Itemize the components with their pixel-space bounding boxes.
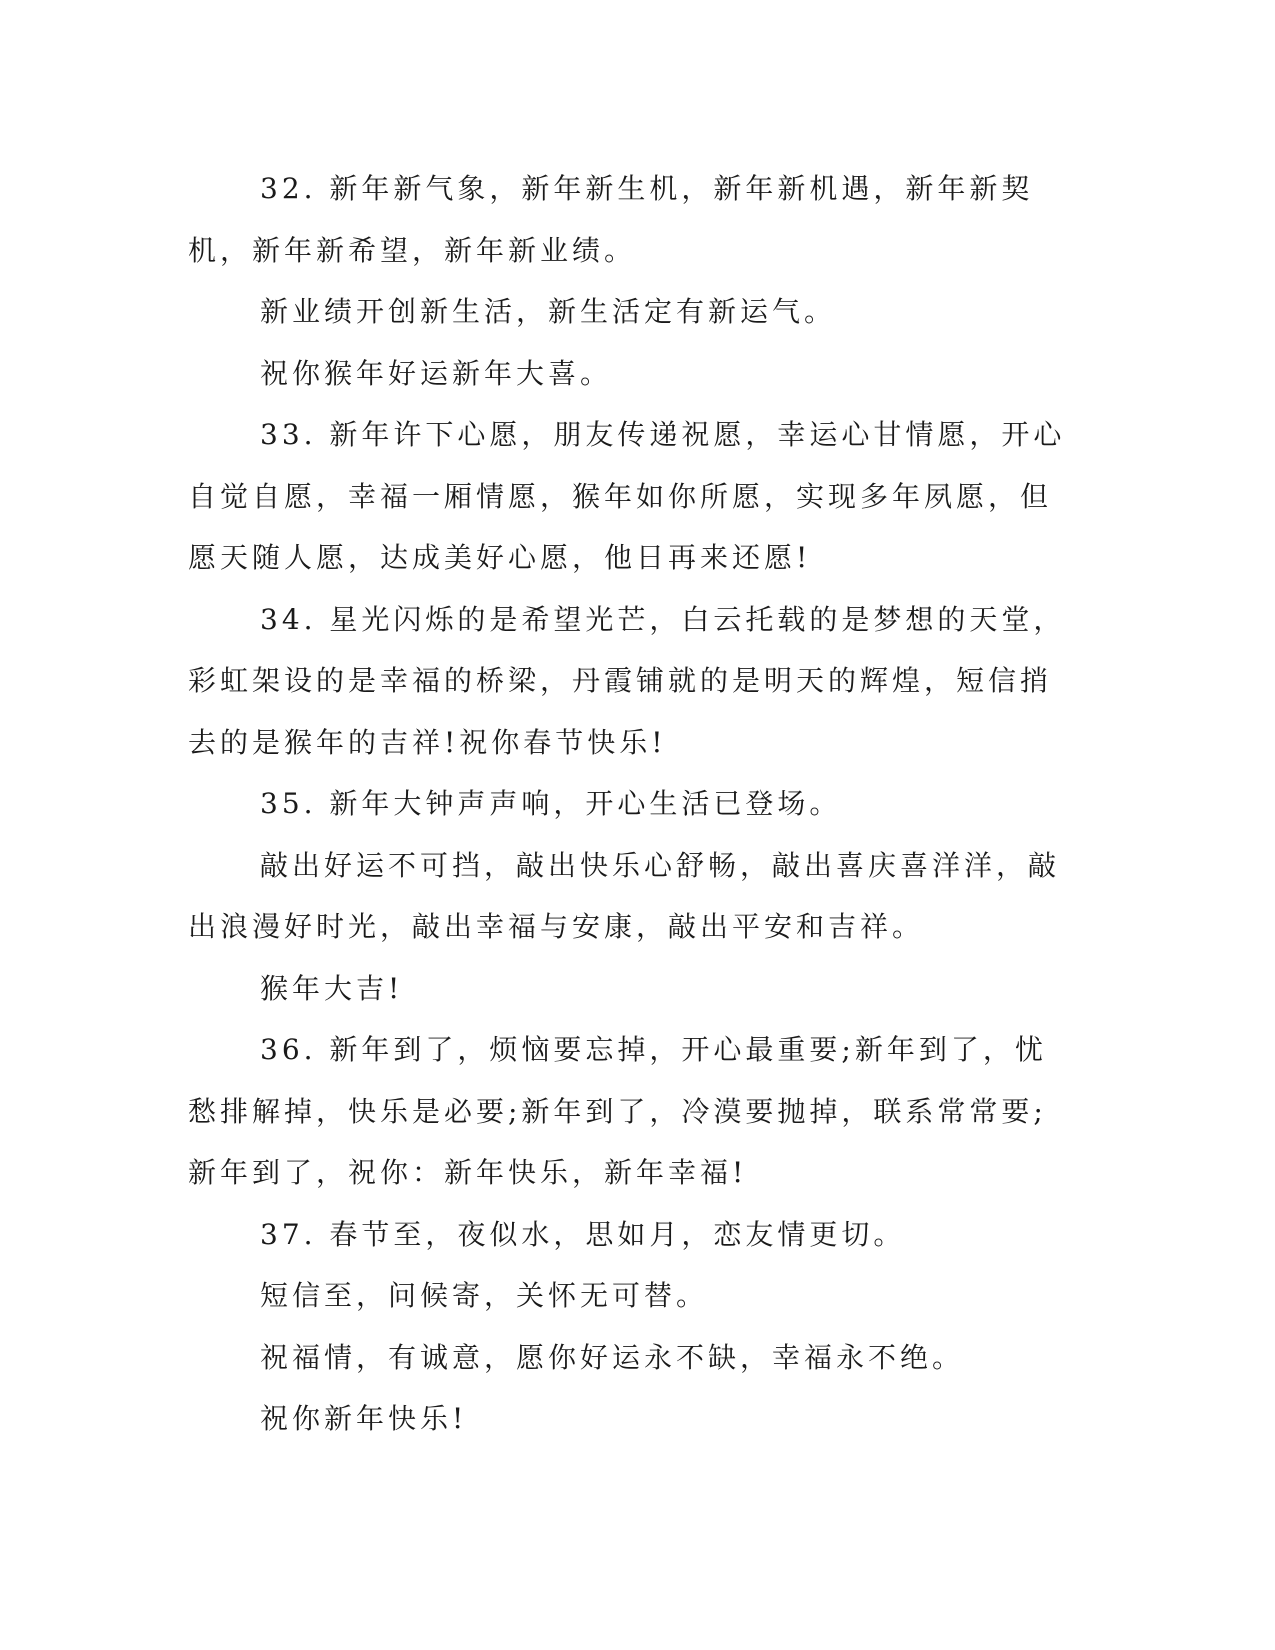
paragraph-35-closing: 猴年大吉! [260, 971, 404, 1005]
document-body [188, 158, 1076, 1450]
paragraph-36: 36. 新年到了，烦恼要忘掉，开心最重要;新年到了，忧愁排解掉，快乐是必要;新年到了，冷漠要抛掉，联系常常要;新年到了，祝你：新年快乐，新年幸福! [188, 1033, 1047, 1189]
paragraph-33: 33. 新年许下心愿，朋友传递祝愿，幸运心甘情愿，开心自觉自愿，幸福一厢情愿，猴年如你所愿，实现多年夙愿，但愿天随人愿，达成美好心愿，他日再来还愿! [188, 418, 1066, 574]
paragraph-32: 32. 新年新气象，新年新生机，新年新机遇，新年新契机，新年新希望，新年新业绩。 [188, 172, 1034, 267]
paragraph-34: 34. 星光闪烁的是希望光芒，白云托载的是梦想的天堂，彩虹架设的是幸福的桥梁，丹霞铺就的是明天的辉煌，短信捎去的是猴年的吉祥!祝你春节快乐! [188, 602, 1066, 759]
paragraph-35-continued: 敲出好运不可挡，敲出快乐心舒畅，敲出喜庆喜洋洋，敲出浪漫好时光，敲出幸福与安康，敲出平安和吉祥。 [188, 848, 1061, 943]
paragraph-35: 35. 新年大钟声声响，开心生活已登场。 [260, 787, 842, 820]
paragraph-37-continued: 短信至，问候寄，关怀无可替。 [260, 1279, 709, 1312]
paragraph-37: 37. 春节至，夜似水，思如月，恋友情更切。 [260, 1217, 906, 1251]
paragraph-37-wish: 祝福情，有诚意，愿你好运永不缺，幸福永不绝。 [260, 1340, 965, 1374]
paragraph-37-closing: 祝你新年快乐! [260, 1402, 468, 1435]
paragraph-32-continued: 新业绩开创新生活，新生活定有新运气。 [260, 295, 837, 328]
paragraph-32-closing: 祝你猴年好运新年大喜。 [260, 356, 613, 390]
